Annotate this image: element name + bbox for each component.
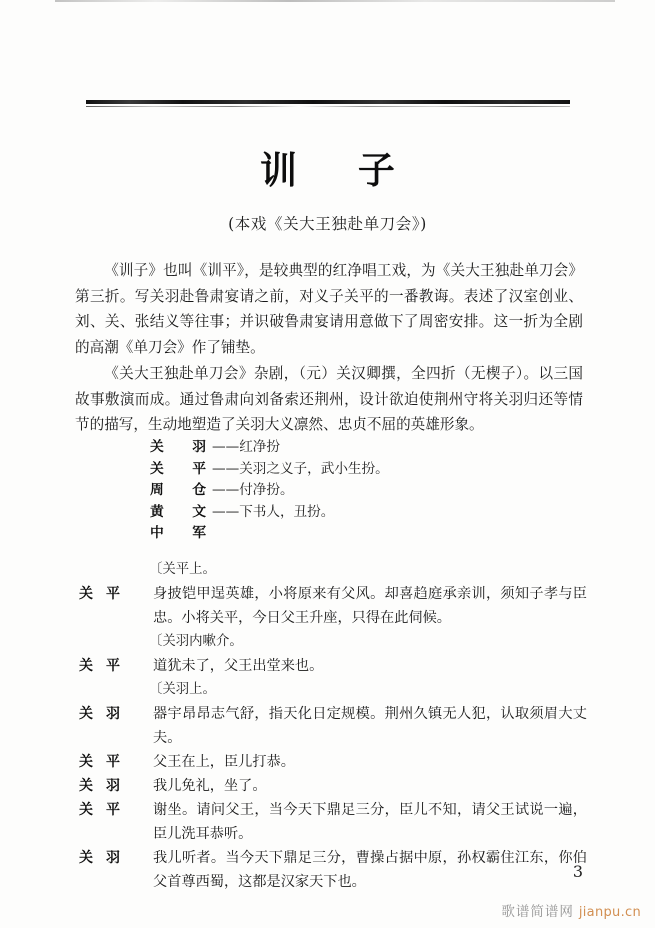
introduction-section bbox=[75, 258, 583, 439]
role-row bbox=[150, 502, 389, 524]
watermark-domain-text: jianpu.cn bbox=[578, 905, 641, 920]
stage-direction: 〔关羽内嗽介。 bbox=[149, 634, 243, 649]
stage-direction: 〔关平上。 bbox=[149, 562, 216, 577]
role-name-char-1: 黄 bbox=[150, 503, 164, 520]
speaker-char-1: 关 bbox=[79, 802, 93, 818]
role-name-char-2: 平 bbox=[192, 460, 206, 477]
role-name bbox=[150, 437, 206, 459]
dialogue-line bbox=[75, 774, 587, 798]
dialogue-speaker bbox=[75, 702, 153, 726]
role-name-char-2: 文 bbox=[192, 503, 206, 520]
role-name-char-2: 羽 bbox=[192, 439, 206, 455]
speaker-char-1: 关 bbox=[79, 754, 93, 770]
page-number: 3 bbox=[572, 862, 583, 881]
dialogue-text: 谢坐。请问父王，当今天下鼎足三分，臣儿不知，请父王试说一遍，臣儿洗耳恭听。 bbox=[153, 802, 587, 842]
speaker-char-1: 关 bbox=[79, 658, 93, 674]
speaker-char-1: 关 bbox=[79, 586, 93, 602]
speaker-char-2: 平 bbox=[106, 658, 120, 674]
speaker-char-2: 羽 bbox=[106, 778, 120, 794]
speaker-char-1: 关 bbox=[79, 850, 93, 866]
role-row bbox=[150, 480, 389, 502]
role-name-char-1: 关 bbox=[150, 439, 164, 455]
dialogue-text: 器宇昂昂志气舒，指天化日定规模。荆州久镇无人犯，认取须眉大丈夫。 bbox=[153, 706, 587, 746]
speaker-char-1: 关 bbox=[79, 706, 93, 722]
divider-thin-line bbox=[86, 106, 570, 107]
role-row bbox=[150, 437, 389, 459]
role-row bbox=[150, 459, 389, 481]
role-description: ——下书人，丑扮。 bbox=[212, 503, 335, 520]
site-watermark bbox=[501, 900, 641, 920]
role-name-char-1: 周 bbox=[150, 482, 164, 499]
dialogue-line bbox=[75, 654, 587, 678]
dialogue-text: 身披铠甲逞英雄，小将原来有父风。却喜趋庭承亲训，须知子孝与臣忠。小将关平，今日父王升座，只得在此伺候。 bbox=[153, 586, 587, 626]
role-description: ——红净扮 bbox=[212, 439, 280, 455]
role-row bbox=[150, 523, 389, 545]
role-name-char-1: 关 bbox=[150, 460, 164, 477]
dialogue-speaker bbox=[75, 582, 153, 606]
script-dialogue-section bbox=[75, 558, 587, 894]
speaker-char-2: 平 bbox=[106, 754, 120, 770]
dialogue-speaker bbox=[75, 750, 153, 774]
intro-paragraph-2: 《关大王独赴单刀会》杂剧，（元）关汉卿撰，全四折（无楔子）。以三国故事敷演而成。通过鲁肃向刘备索还荆州，设计欲迫使荆州守将关羽归还等情节的描写，生动地塑造了关羽大义凛然、忠贞不屈的英雄形象。 bbox=[75, 365, 583, 433]
role-name-char-2: 军 bbox=[192, 525, 206, 542]
dialogue-speaker bbox=[75, 774, 153, 798]
speaker-char-2: 平 bbox=[106, 586, 120, 602]
role-name bbox=[150, 502, 206, 524]
divider-thick-line bbox=[86, 100, 570, 104]
page-subtitle: (本戏《关大王独赴单刀会》) bbox=[228, 215, 427, 233]
dialogue-text: 道犹未了，父王出堂来也。 bbox=[153, 658, 324, 674]
dialogue-line bbox=[75, 750, 587, 774]
dialogue-line bbox=[75, 798, 587, 846]
intro-paragraph-1: 《训子》也叫《训平》，是较典型的红净唱工戏，为《关大王独赴单刀会》第三折。写关羽赴鲁肃宴请之前，对义子关平的一番教诲。表述了汉室创业、刘、关、张结义等往事；并识破鲁肃宴请用意做下了周密安排。这一折为全剧的高潮《单刀会》作了铺垫。 bbox=[75, 262, 583, 356]
speaker-char-2: 平 bbox=[106, 802, 120, 818]
stage-direction: 〔关羽上。 bbox=[149, 682, 216, 697]
role-description: ——关羽之义子，武小生扮。 bbox=[212, 460, 389, 477]
speaker-char-2: 羽 bbox=[106, 850, 120, 866]
role-name-char-2: 仓 bbox=[192, 482, 206, 499]
role-name bbox=[150, 523, 206, 545]
dialogue-line bbox=[75, 702, 587, 750]
dialogue-text: 我儿免礼，坐了。 bbox=[153, 778, 267, 794]
watermark-chinese-text: 歌谱简谱网 bbox=[501, 904, 574, 920]
dialogue-speaker bbox=[75, 654, 153, 678]
dialogue-text: 父王在上，臣儿打恭。 bbox=[153, 754, 295, 770]
role-name-char-1: 中 bbox=[150, 525, 164, 542]
dialogue-line bbox=[75, 582, 587, 630]
header-divider bbox=[86, 100, 570, 107]
page-title: 训 子 bbox=[260, 149, 419, 192]
dialogue-text: 我儿听者。当今天下鼎足三分，曹操占据中原，孙权霸住江东，你伯父首尊西蜀，这都是汉家天下也。 bbox=[153, 850, 587, 890]
role-name bbox=[150, 480, 206, 502]
role-description: ——付净扮。 bbox=[212, 482, 294, 499]
character-role-list bbox=[150, 437, 389, 545]
speaker-char-2: 羽 bbox=[106, 706, 120, 722]
dialogue-line bbox=[75, 846, 587, 894]
dialogue-speaker bbox=[75, 798, 153, 822]
dialogue-speaker bbox=[75, 846, 153, 870]
speaker-char-1: 关 bbox=[79, 778, 93, 794]
role-name bbox=[150, 459, 206, 481]
